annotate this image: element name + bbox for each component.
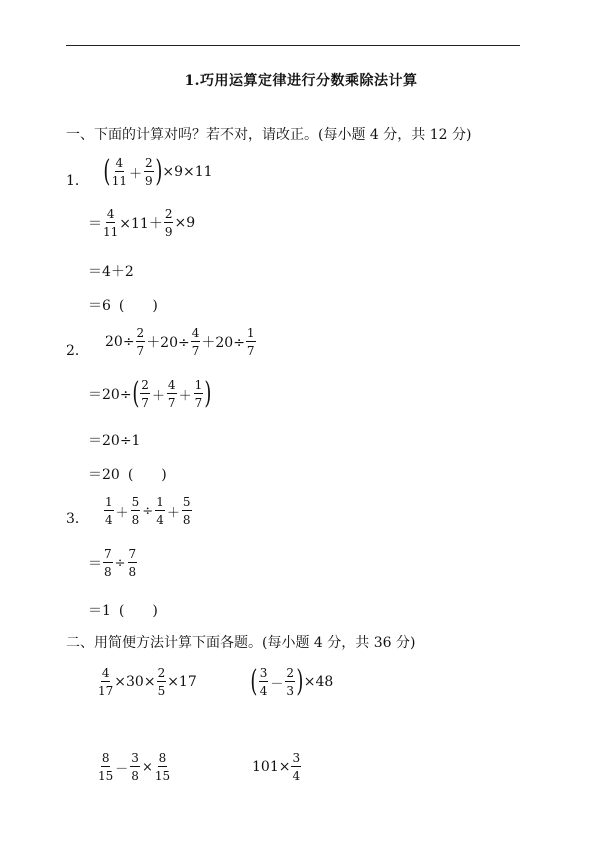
fraction: $\frac{1}{7}$ <box>194 378 203 410</box>
answer-blank[interactable]: ( ) <box>127 467 167 483</box>
section-1-heading: 一、下面的计算对吗？若不对，请改正。(每小题 4 分，共 12 分) <box>66 127 472 143</box>
fraction: $\frac{2}{3}$ <box>286 666 295 698</box>
fraction: $\frac{8}{15}$ <box>154 751 171 783</box>
question-2-expression: ( $\frac{3}{4}$ － $\frac{2}{3}$ ) ×48 <box>250 664 334 699</box>
fraction: $\frac{2}{9}$ <box>164 207 173 239</box>
question-4-expression: 101× $\frac{3}{4}$ <box>252 751 301 783</box>
problem-2-line-3: ＝20÷1 <box>88 433 141 449</box>
fraction: $\frac{5}{8}$ <box>182 495 191 527</box>
fraction: $\frac{2}{7}$ <box>136 326 145 358</box>
fraction: $\frac{4}{7}$ <box>191 326 200 358</box>
fraction: $\frac{5}{8}$ <box>131 495 140 527</box>
fraction: $\frac{4}{7}$ <box>167 378 176 410</box>
fraction: $\frac{4}{11}$ <box>103 207 119 239</box>
problem-1-number: 1． <box>66 173 89 189</box>
problem-2-line-1: 20÷ $\frac{2}{7}$ ＋20÷ $\frac{4}{7}$ ＋20÷ $\frac{1}{7}$ <box>105 326 255 358</box>
fraction: $\frac{1}{4}$ <box>105 495 113 527</box>
problem-1-line-4: ＝6 ( ) <box>88 295 158 315</box>
problem-2-line-2: ＝20÷ ( $\frac{2}{7}$ ＋ $\frac{4}{7}$ ＋ $\frac{1}{7}$ ) <box>88 376 212 411</box>
fraction: $\frac{4}{11}$ <box>111 156 127 188</box>
problem-1-line-3: ＝4＋2 <box>88 264 134 280</box>
problem-1-line-1: ( $\frac{4}{11}$ ＋ $\frac{2}{9}$ ) ×9×11 <box>103 154 213 189</box>
fraction: $\frac{8}{15}$ <box>98 751 114 783</box>
section-2-heading: 二、用简便方法计算下面各题。(每小题 4 分，共 36 分) <box>66 635 416 651</box>
answer-blank[interactable]: ( ) <box>118 298 158 314</box>
page-title: 1.巧用运算定律进行分数乘除法计算 <box>184 73 418 89</box>
fraction: $\frac{2}{7}$ <box>141 378 149 410</box>
question-3-expression: $\frac{8}{15}$ － $\frac{3}{8}$ × $\frac{8}{15}$ <box>98 751 171 783</box>
fraction: $\frac{7}{8}$ <box>128 547 137 579</box>
fraction: $\frac{2}{9}$ <box>145 156 153 188</box>
problem-3-line-2: ＝ $\frac{7}{8}$ ÷ $\frac{7}{8}$ <box>88 547 137 579</box>
fraction: $\frac{2}{5}$ <box>157 666 166 698</box>
fraction: $\frac{1}{7}$ <box>246 326 255 358</box>
question-1-expression: $\frac{4}{17}$ ×30× $\frac{2}{5}$ ×17 <box>98 666 197 698</box>
fraction: $\frac{4}{17}$ <box>98 666 114 698</box>
problem-1-line-2: ＝ $\frac{4}{11}$ ×11＋ $\frac{2}{9}$ ×9 <box>88 207 196 239</box>
header-rule <box>66 45 520 46</box>
fraction: $\frac{3}{8}$ <box>131 751 139 783</box>
problem-2-number: 2． <box>66 343 89 359</box>
fraction: $\frac{7}{8}$ <box>104 547 112 579</box>
problem-3-number: 3． <box>66 511 89 527</box>
problem-3-line-1: $\frac{1}{4}$ ＋ $\frac{5}{8}$ ÷ $\frac{1}{4}$ ＋ $\frac{5}{8}$ <box>105 495 191 527</box>
problem-3-line-3: ＝1 ( ) <box>88 600 158 620</box>
fraction: $\frac{3}{4}$ <box>292 751 301 783</box>
fraction: $\frac{3}{4}$ <box>259 666 268 698</box>
fraction: $\frac{1}{4}$ <box>156 495 164 527</box>
answer-blank[interactable]: ( ) <box>118 603 158 619</box>
problem-2-line-4: ＝20 ( ) <box>88 464 167 484</box>
